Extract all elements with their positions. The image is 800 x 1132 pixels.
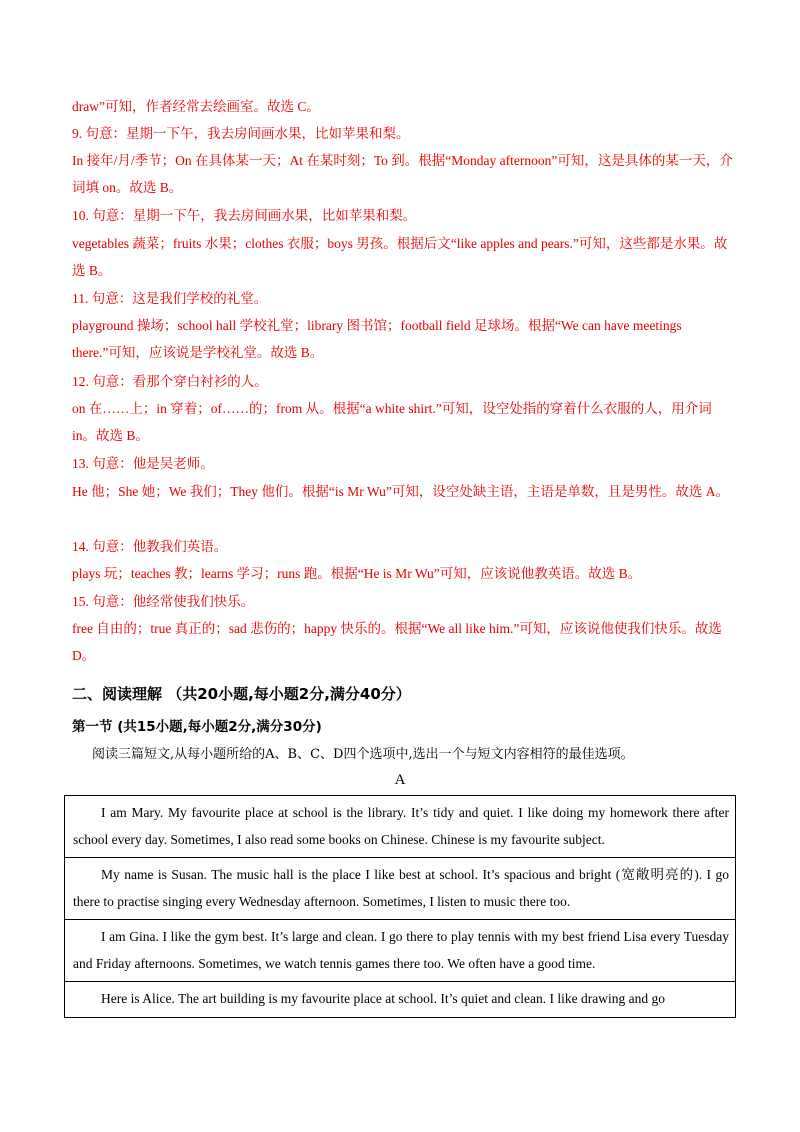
answer-11-meaning: 11. 句意：这是我们学校的礼堂。 (72, 291, 268, 306)
answer-14-explanation: plays 玩；teaches 教；learns 学习；runs 跑。根据“He is Mr Wu”可知，应该说他教英语。故选 B。 (72, 566, 642, 581)
passage-letter: A (394, 772, 406, 788)
answer-10-meaning: 10. 句意：星期一下午，我去房间画水果，比如苹果和梨。 (72, 208, 417, 223)
answer-15-explanation: free 自由的；true 真正的；sad 悲伤的；happy 快乐的。根据“We all like him.”可知，应该说他使我们快乐。故选 D。 (72, 621, 722, 663)
answer-12-meaning: 12. 句意：看那个穿白衬衫的人。 (72, 374, 268, 389)
passage-susan: My name is Susan. The music hall is the place I like best at school. It’s spacious and bright (宽敞明亮的). I go there to practise singing every Wednesday afternoon. Sometimes, I listen to music there too. (65, 858, 735, 920)
answer-13-explanation: He 他；She 她；We 我们；They 他们。根据“is Mr Wu”可知，设空处缺主语，主语是单数，且是男性。故选 A。 (72, 484, 729, 499)
part-title: 第一节 (共15小题,每小题2分,满分30分) (72, 719, 322, 735)
section-title: 二、阅读理解 （共20小题,每小题2分,满分40分） (72, 685, 411, 703)
passage-gina: I am Gina. I like the gym best. It’s large and clean. I go there to play tennis with my best friend Lisa every Tuesday and Friday afternoons. Sometimes, we watch tennis games there too. We often have a good time. (65, 920, 735, 982)
answer-9-meaning: 9. 句意：星期一下午，我去房间画水果，比如苹果和梨。 (72, 126, 410, 141)
passage-alice: Here is Alice. The art building is my favourite place at school. It’s quiet and clean. I like drawing and go (65, 982, 735, 1018)
answer-11-explanation: playground 操场；school hall 学校礼堂；library 图书馆；football field 足球场。根据“We can have meetings there.”可知，应该说是学校礼堂。故选 B。 (72, 318, 682, 360)
answer-line-8-end: draw”可知，作者经常去绘画室。故选 C。 (72, 99, 320, 114)
answer-12-explanation: on 在……上；in 穿着；of……的；from 从。根据“a white shirt.”可知，设空处指的穿着什么衣服的人，用介词 in。故选 B。 (72, 401, 712, 443)
passage-mary: I am Mary. My favourite place at school is the library. It’s tidy and quiet. I like doing my homework there after school every day. Sometimes, I also read some books on Chinese. Chinese is my favourite subject. (65, 796, 735, 858)
answer-15-meaning: 15. 句意：他经常使我们快乐。 (72, 594, 255, 609)
answer-13-meaning: 13. 句意：他是吴老师。 (72, 456, 214, 471)
answer-9-explanation: In 接年/月/季节；On 在具体某一天；At 在某时刻；To 到。根据“Monday afternoon”可知，这是具体的某一天，介词填 on。故选 B。 (72, 153, 733, 195)
answer-10-explanation: vegetables 蔬菜；fruits 水果；clothes 衣服；boys 男孩。根据后文“like apples and pears.”可知，这些都是水果。故选 B。 (72, 236, 728, 278)
instruction-text: 阅读三篇短文,从每小题所给的A、B、C、D四个选项中,选出一个与短文内容相符的最佳选项。 (92, 747, 634, 762)
passage-table (64, 795, 736, 1018)
answer-14-meaning: 14. 句意：他教我们英语。 (72, 539, 228, 554)
